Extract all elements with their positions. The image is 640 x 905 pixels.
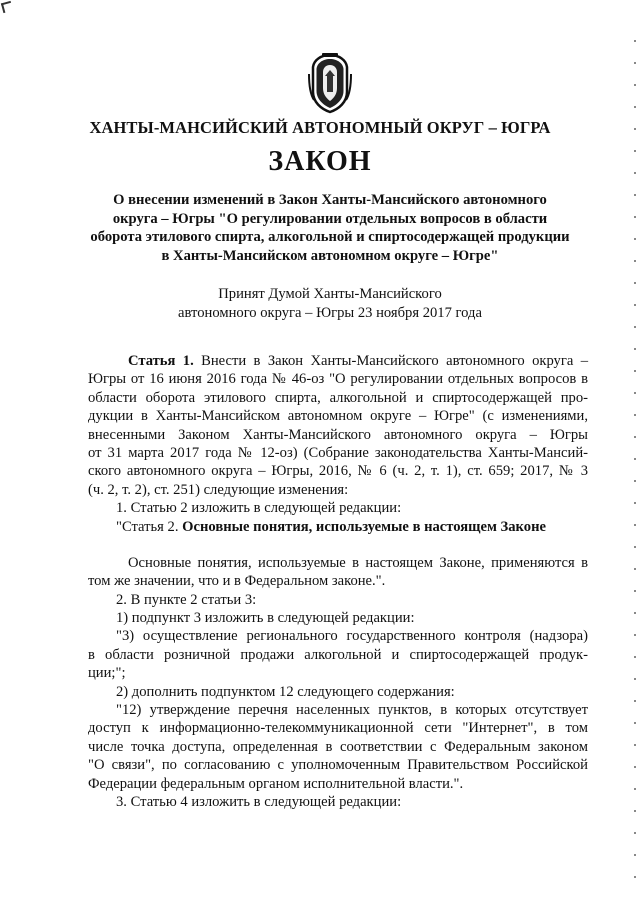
subitem-2: 2) дополнить подпунктом 12 следующего содержания: bbox=[116, 683, 455, 700]
article-2-title: Основные понятия, используемые в настоящем Законе bbox=[182, 518, 546, 535]
body-line: "12) утверждение перечня населенных пунктов, в которых отсутствует bbox=[116, 702, 588, 719]
law-title bbox=[70, 191, 590, 265]
article-2-heading bbox=[88, 518, 588, 536]
article-1-intro: Внести в Закон Ханты-Мансийского автономного округа – bbox=[193, 353, 588, 369]
body-line: ского автономного округа – Югры, 2016, № 6 (ч. 2, т. 1), ст. 659; 2017, № 3 bbox=[88, 463, 588, 480]
item-3: 3. Статью 4 изложить в следующей редакции: bbox=[116, 793, 402, 810]
body-line: в области розничной продажи алкогольной и спиртосодержащей продук- bbox=[88, 646, 588, 663]
body-line: от 31 марта 2017 года № 12-оз) (Собрание законодательства Ханты-Мансий- bbox=[88, 444, 588, 461]
body-line: доступ к информационно-телекоммуникационной сети "Интернет", в том bbox=[88, 720, 588, 737]
body-line: "3) осуществление регионального государственного контроля (надзора) bbox=[116, 628, 588, 645]
body-line: числе точка доступа, определенная в соответствии с Федеральным законом bbox=[88, 738, 588, 755]
body-line: Федерации федеральным органом исполнительной власти.". bbox=[88, 775, 464, 792]
adoption-line: Принят Думой Ханты-Мансийского bbox=[218, 286, 442, 302]
body-line: Основные понятия, используемые в настоящем Законе, применяются в bbox=[128, 554, 588, 571]
adoption-note bbox=[70, 285, 590, 322]
subitem-1: 1) подпункт 3 изложить в следующей редакции: bbox=[116, 610, 415, 627]
region-heading: ХАНТЫ-МАНСИЙСКИЙ АВТОНОМНЫЙ ОКРУГ – ЮГРА bbox=[89, 118, 551, 137]
body-line: Югры от 16 июня 2016 года № 46-оз "О регулировании отдельных вопросов в bbox=[88, 371, 588, 388]
title-line: округа – Югры "О регулировании отдельных вопросов в области bbox=[112, 210, 548, 227]
title-line: оборота этилового спирта, алкогольной и спиртосодержащей продукции bbox=[90, 229, 570, 245]
body-line: "О связи", по согласованию с уполномоченным Правительством Российской bbox=[88, 757, 588, 774]
coat-of-arms-icon bbox=[305, 52, 355, 114]
scan-corner-mark bbox=[1, 1, 13, 13]
article-1-label: Статья 1. bbox=[128, 353, 194, 369]
adoption-line: автономного округа – Югры 23 ноября 2017 года bbox=[178, 304, 482, 321]
body-line: том же значении, что и в Федеральном законе.". bbox=[88, 573, 386, 590]
body-line: дукции в Ханты-Мансийском автономном округе – Югре" (с изменениями, bbox=[88, 408, 588, 425]
item-2: 2. В пункте 2 статьи 3: bbox=[116, 591, 257, 608]
body-line: ции;"; bbox=[88, 665, 126, 682]
article-2-prefix: "Статья 2. bbox=[116, 518, 183, 535]
article-1-first-line bbox=[88, 352, 588, 370]
item-1: 1. Статью 2 изложить в следующей редакции: bbox=[116, 500, 402, 517]
document-type-heading: ЗАКОН bbox=[268, 146, 372, 177]
law-body bbox=[88, 352, 588, 811]
title-line: в Ханты-Мансийском автономном округе – Югре" bbox=[161, 247, 499, 264]
body-line: области оборота этилового спирта, алкогольной и спиртосодержащей про- bbox=[88, 389, 588, 406]
blank-line bbox=[88, 536, 588, 554]
body-line: (ч. 2, т. 2), ст. 251) следующие изменения: bbox=[88, 481, 349, 498]
body-line: внесенными Законом Ханты-Мансийского автономного округа – Югры bbox=[88, 426, 588, 443]
title-line: О внесении изменений в Закон Ханты-Мансийского автономного bbox=[113, 192, 547, 208]
